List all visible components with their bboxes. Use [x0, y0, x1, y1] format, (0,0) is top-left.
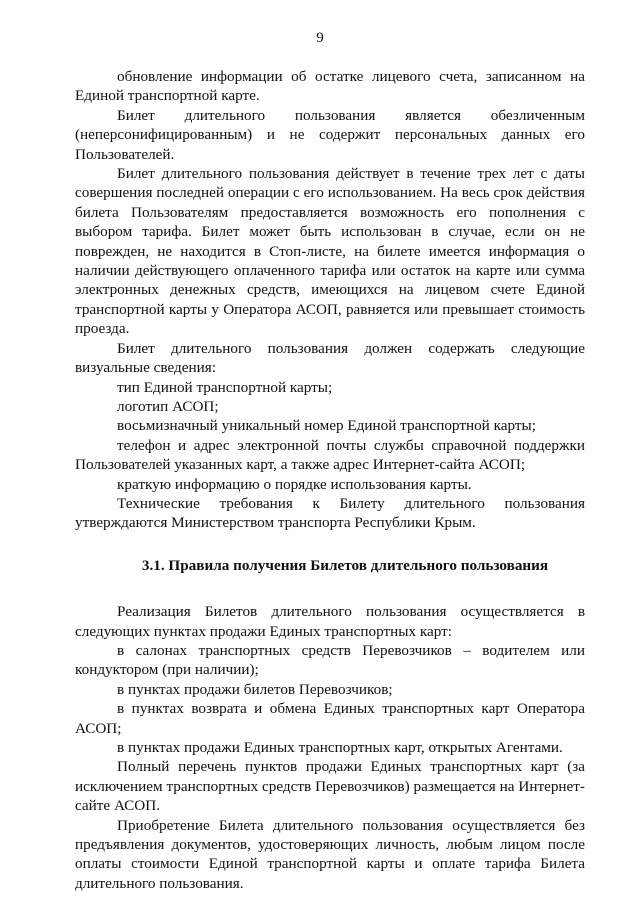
paragraph-technical-requirements: Технические требования к Билету длительного пользования утверждаются Министерством транспорта Республики Крым.	[75, 494, 585, 532]
list-item: тип Единой транспортной карты;	[117, 378, 333, 396]
document-body	[75, 67, 585, 893]
list-item: краткую информацию о порядке использования карты.	[117, 475, 472, 493]
list-item: в пунктах продажи билетов Перевозчиков;	[117, 680, 393, 698]
list-item: логотип АСОП;	[117, 397, 219, 415]
list-item: восьмизначный уникальный номер Единой транспортной карты;	[117, 417, 536, 435]
list-item: в пунктах продажи Единых транспортных карт, открытых Агентами.	[117, 739, 563, 756]
list-item: в салонах транспортных средств Перевозчиков – водителем или кондуктором (при наличии);	[75, 641, 585, 679]
paragraph-impersonal-ticket: Билет длительного пользования является обезличенным (неперсонифицированным) и не содержит персональных данных его Пользователей.	[75, 106, 585, 163]
paragraph-purchase: Приобретение Билета длительного пользования осуществляется без предъявления документов, удостоверяющих личность, любым лицом после оплаты стоимости Единой транспортной карты и оплате тарифа Билета длительного пользования.	[75, 816, 585, 892]
paragraph-balance-update: обновление информации об остатке лицевого счета, записанном на Единой транспортной карте.	[75, 68, 585, 105]
paragraph-validity-period: Билет длительного пользования действует в течение трех лет с даты совершения последней операции с его использованием. На весь срок действия билета Пользователям предоставляется возможность его пополнения с выбором тарифа. Билет может быть использован в случае, если он не поврежден, не находится в Стоп-листе, на билете имеется информация о наличии действующего оплаченного тарифа или остаток на карте или сумма электронных денежных средств, имеющихся на лицевом счете Единой транспортной карты у Оператора АСОП, равняется или превышает стоимость проезда.	[75, 165, 585, 338]
paragraph-visual-info-intro: Билет длительного пользования должен содержать следующие визуальные сведения:	[75, 339, 585, 377]
paragraph-full-list: Полный перечень пунктов продажи Единых транспортных карт (за исключением транспортных средств Перевозчиков) размещается на Интернет-сайте АСОП.	[75, 758, 585, 815]
page-number: 9	[316, 30, 324, 46]
list-item: в пунктах возврата и обмена Единых транспортных карт Оператора АСОП;	[75, 700, 585, 737]
paragraph-sales-intro: Реализация Билетов длительного пользования осуществляется в следующих пунктах продажи Единых транспортных карт:	[75, 603, 585, 640]
list-item: телефон и адрес электронной почты службы справочной поддержки Пользователей указанных карт, а также адрес Интернет-сайта АСОП;	[75, 436, 585, 474]
section-heading: 3.1. Правила получения Билетов длительного пользования	[141, 556, 549, 574]
